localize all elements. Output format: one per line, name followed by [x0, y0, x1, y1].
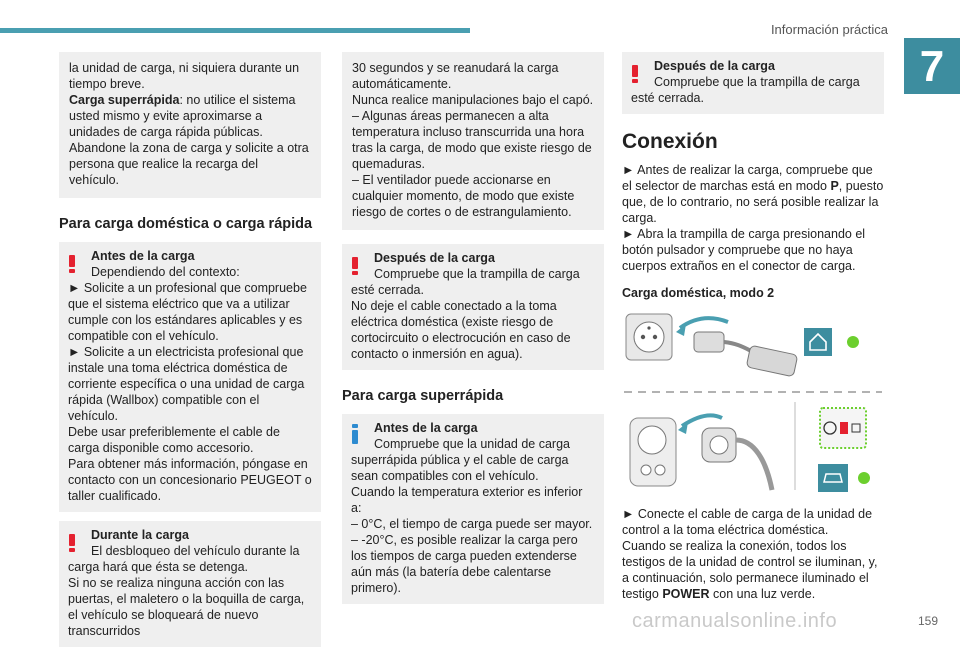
box-title: Después de la carga: [654, 59, 775, 73]
charge-port-icon: [630, 418, 676, 486]
page-number: 159: [917, 614, 938, 628]
continued-warning-box: [342, 52, 604, 230]
box-line: Compruebe que la trampilla de carga: [654, 75, 860, 89]
column-3: [622, 52, 884, 602]
charge-plug-icon: [694, 332, 798, 377]
warning-box-after-charge: [342, 244, 604, 370]
warning-icon: [352, 257, 358, 274]
text: ► Antes de realizar la carga, compruebe que el selector de marchas está en modo: [622, 163, 873, 193]
paragraph-3: [622, 506, 884, 602]
column-1: [59, 52, 321, 647]
section-title: Conexión: [622, 130, 718, 153]
box-line: El desbloqueo del vehículo durante la: [91, 544, 300, 558]
note-rest: : no utilice el sistema usted mismo y evite aproximarse a unidades de carga rápida públicas. Abandone la zona de carga y solicite a otra persona que realice la recarga del vehículo.: [69, 93, 309, 187]
box-body: superrápida pública y el cable de carga sean compatibles con el vehículo. Cuando la temperatura exterior es inferior a: – 0°C, el tiempo de carga puede ser mayor. – -20°C, es posible realizar la carga pero los tiempos de carga pueden extenderse aún más (la batería debe calentarse primero).: [351, 453, 593, 595]
chapter-number: 7: [904, 38, 960, 94]
box-body: carga hará que ésta se detenga. Si no se realiza ninguna acción con las puertas, el maletero o la boquilla de carga, el vehículo se bloqueará de nuevo transcurridos: [68, 560, 305, 638]
section-heading: Para carga doméstica o carga rápida: [59, 216, 313, 232]
info-icon: [352, 424, 358, 444]
box-line: Dependiendo del contexto:: [91, 265, 240, 279]
box-line: Compruebe que la trampilla de carga: [374, 267, 580, 281]
warning-box-after-charge: [622, 52, 884, 114]
box-body: ► Solicite a un profesional que compruebe que el sistema eléctrico que va a utilizar cumple con los estándares aplicables y es compatible con el vehículo. ► Solicite a un electricista profesional que instale una toma eléctrica doméstica de corriente específica o una unidad de carga rápida (Wallbox) compatible con el vehículo. Debe usar preferiblemente el cable de carga disponible como accesorio. Para obtener más información, póngase en contacto con un concesionario PEUGEOT o taller cualificado.: [68, 281, 312, 503]
continued-note-box: [59, 52, 321, 198]
box-title: Durante la carga: [91, 528, 189, 542]
home-icon: [804, 328, 832, 356]
warning-icon: [69, 255, 75, 272]
watermark: carmanualsonline.info: [632, 610, 838, 632]
box-body: esté cerrada. No deje el cable conectado a la toma eléctrica doméstica (existe riesgo de cortocircuito o electrocución en caso de contacto o inmersión en agua).: [351, 283, 571, 361]
warning-box-before-charge: [59, 242, 321, 512]
header-accent-bar: [0, 28, 470, 33]
text: , puesto que, de lo contrario, no será posible realizar la carga.: [622, 179, 884, 225]
box-body: 30 segundos y se reanudará la carga automáticamente. Nunca realice manipulaciones bajo el capó. – Algunas áreas permanecen a alta temperatura incluso transcurrida una hora tras la carga, de modo que existe riesgo de quemaduras. – El ventilador puede accionarse en cualquier momento, de modo que existe riesgo de cortes o de estrangulamiento.: [352, 61, 594, 219]
warning-icon: [69, 534, 75, 551]
text: con una luz verde.: [709, 587, 816, 601]
header-title: Información práctica: [770, 22, 888, 37]
box-title: Antes de la carga: [91, 249, 195, 263]
note-bold: Carga superrápida: [69, 93, 180, 107]
warning-box-during-charge: [59, 521, 321, 647]
bold-text: POWER: [662, 587, 710, 601]
box-line: Compruebe que la unidad de carga: [374, 437, 570, 451]
paragraph-1: [622, 162, 884, 226]
column-2: [342, 52, 604, 604]
bold-text: P: [830, 179, 839, 193]
box-title: Antes de la carga: [374, 421, 478, 435]
wall-socket-icon: [626, 314, 672, 360]
note-text-2: [69, 92, 311, 188]
car-icon: [818, 464, 848, 492]
info-box-before-charge: [342, 414, 604, 604]
subheading: Carga doméstica, modo 2: [622, 286, 775, 300]
charge-plug-icon: [702, 428, 772, 490]
box-title: Después de la carga: [374, 251, 495, 265]
text: ► Conecte el cable de carga de la unidad de control a la toma eléctrica doméstica. Cuando se realiza la conexión, todos los testigos de la unidad de control se iluminan, y, a continuación, solo permanece iluminado el testigo: [622, 507, 878, 601]
paragraph-2: ► Abra la trampilla de carga presionando el botón pulsador y compruebe que no haya cuerpos extraños en el conector de carga.: [622, 227, 866, 273]
warning-icon: [632, 65, 638, 82]
section-heading: Para carga superrápida: [342, 388, 504, 404]
note-text: la unidad de carga, ni siquiera durante un tiempo breve.: [69, 61, 300, 91]
charging-illustration: [622, 310, 884, 500]
box-body: esté cerrada.: [631, 91, 704, 105]
